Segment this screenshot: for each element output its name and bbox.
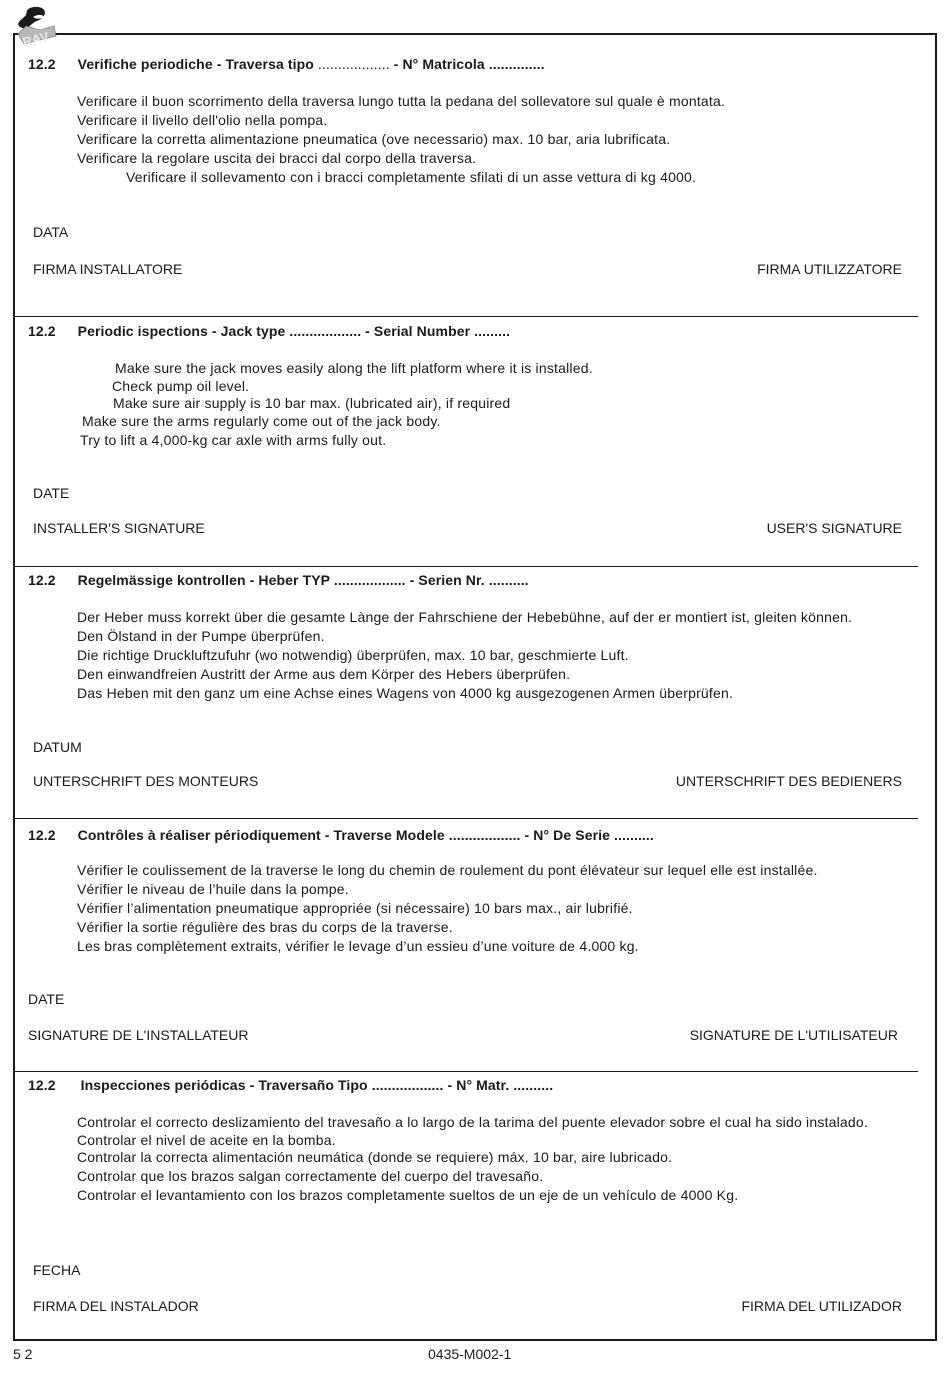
check-line: Controlar la correcta alimentación neumática (donde se requiere) máx. 10 bar, aire lubricado. xyxy=(77,1149,673,1165)
section-4-heading xyxy=(28,827,654,843)
date-label: DATUM xyxy=(33,739,82,755)
section-1-heading xyxy=(28,56,545,72)
check-line: Verificare il buon scorrimento della traversa lungo tutta la pedana del sollevatore sul quale è montata. xyxy=(77,93,726,109)
user-signature-label: FIRMA UTILIZZATORE xyxy=(757,261,902,277)
section-title: Periodic ispections - Jack type .................. - Serial Number ......... xyxy=(77,323,511,339)
user-signature-label: FIRMA DEL UTILIZADOR xyxy=(741,1298,902,1314)
check-line: Verificare il livello dell'olio nella pompa. xyxy=(77,112,328,128)
check-line: Der Heber muss korrekt über die gesamte Lànge der Fahrschiene der Hebebühne, auf der er montiert ist, gleiten können. xyxy=(77,609,853,625)
check-line: Controlar el nivel de aceite en la bomba. xyxy=(77,1132,336,1148)
check-line: Verificare la regolare uscita dei bracci dal corpo della traversa. xyxy=(77,150,477,166)
installer-signature-label: UNTERSCHRIFT DES MONTEURS xyxy=(33,773,259,789)
title-dots: .................. xyxy=(313,56,390,72)
check-line: Make sure the jack moves easily along the lift platform where it is installed. xyxy=(115,360,593,376)
user-signature-label: UNTERSCHRIFT DES BEDIENERS xyxy=(675,773,902,789)
date-label: FECHA xyxy=(33,1262,81,1278)
check-line: Verificare la corretta alimentazione pneumatica (ove necessario) max. 10 bar, aria lubrificata. xyxy=(77,131,671,147)
section-number: 12.2 xyxy=(28,56,56,72)
check-line: Check pump oil level. xyxy=(112,378,250,394)
serial-field: - N° Matricola .............. xyxy=(389,56,545,72)
check-line: Das Heben mit den ganz um eine Achse eines Wagens von 4000 kg ausgezogenen Armen überprüfen. xyxy=(77,685,734,701)
check-line: Make sure air supply is 10 bar max. (lubricated air), if required xyxy=(113,395,511,411)
installer-signature-label: INSTALLER'S SIGNATURE xyxy=(33,520,205,536)
check-line: Controlar el levantamiento con los brazos completamente sueltos de un eje de un vehículo de 4000 Kg. xyxy=(77,1187,739,1203)
rav-logo-icon xyxy=(14,4,58,50)
check-line: Make sure the arms regularly come out of the jack body. xyxy=(82,413,441,429)
svg-text:RAV: RAV xyxy=(20,28,51,50)
section-title: Verifiche periodiche - Traversa tipo xyxy=(77,56,314,72)
date-label: DATA xyxy=(33,224,69,240)
check-line: Den einwandfreien Austritt der Arme aus dem Körper des Hebers überprüfen. xyxy=(77,666,571,682)
check-line: Les bras complètement extraits, vérifier le levage d’un essieu d’une voiture de 4.000 kg. xyxy=(77,938,639,954)
section-title: Regelmässige kontrollen - Heber TYP .................. - Serien Nr. .......... xyxy=(77,572,529,588)
check-line: Vérifier le coulissement de la traverse le long du chemin de roulement du pont élévateur sur lequel elle est installée. xyxy=(77,862,818,878)
installer-signature-label: SIGNATURE DE L'INSTALLATEUR xyxy=(28,1027,249,1043)
section-title: Contrôles à réaliser périodiquement - Traverse Modele .................. - N° De Serie .......... xyxy=(77,827,654,843)
section-number: 12.2 xyxy=(28,323,56,339)
user-signature-label: USER'S SIGNATURE xyxy=(766,520,902,536)
document-code: 0435-M002-1 xyxy=(428,1346,512,1362)
section-3-heading xyxy=(28,572,529,588)
check-line: Controlar el correcto deslizamiento del travesaño a lo largo de la tarima del puente elevador sobre el cual ha sido instalado. xyxy=(77,1114,868,1130)
check-line: Controlar que los brazos salgan correctamente del cuerpo del travesaño. xyxy=(77,1168,544,1184)
user-signature-label: SIGNATURE DE L'UTILISATEUR xyxy=(689,1027,898,1043)
check-line: Vérifier le niveau de l’huile dans la pompe. xyxy=(77,881,349,897)
installer-signature-label: FIRMA DEL INSTALADOR xyxy=(33,1298,199,1314)
section-2-heading xyxy=(28,323,510,339)
date-label: DATE xyxy=(33,485,70,501)
check-line: Vérifier la sortie régulière des bras du corps de la traverse. xyxy=(77,919,453,935)
check-line: Vérifier l’alimentation pneumatique appropriée (si nécessaire) 10 bars max., air lubrifié. xyxy=(77,900,633,916)
section-number: 12.2 xyxy=(28,572,56,588)
date-label: DATE xyxy=(28,991,65,1007)
section-divider xyxy=(13,316,918,317)
section-divider xyxy=(13,566,918,567)
section-title: Inspecciones periódicas - Traversaño Tipo .................. - N° Matr. .......... xyxy=(80,1077,554,1093)
installer-signature-label: FIRMA INSTALLATORE xyxy=(33,261,183,277)
section-number: 12.2 xyxy=(28,827,56,843)
check-line: Try to lift a 4,000-kg car axle with arms fully out. xyxy=(80,432,387,448)
page-number: 5 2 xyxy=(13,1346,33,1362)
check-line: Die richtige Druckluftzufuhr (wo notwendig) überprüfen, max. 10 bar, geschmierte Luft. xyxy=(77,647,629,663)
check-line: Den Ölstand in der Pumpe überprüfen. xyxy=(77,628,325,644)
check-line: Verificare il sollevamento con i bracci completamente sfilati di un asse vettura di kg 4000. xyxy=(126,169,697,185)
section-divider xyxy=(13,1071,918,1072)
section-5-heading xyxy=(28,1077,553,1093)
section-number: 12.2 xyxy=(28,1077,56,1093)
section-divider xyxy=(13,818,918,819)
